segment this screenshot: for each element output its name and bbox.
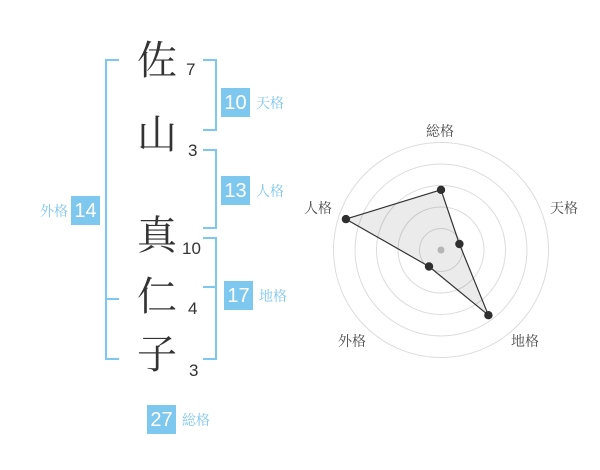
jinkaku-bracket-tick — [203, 149, 217, 151]
chikaku-bracket-tick — [203, 237, 217, 239]
soukaku-score-box: 27 — [147, 405, 176, 434]
chikaku-score-box: 17 — [224, 281, 253, 310]
jinkaku-bracket-tick — [203, 227, 217, 229]
radar-axis-label-chikaku: 地格 — [511, 333, 539, 349]
soukaku-score-label: 総格 — [182, 412, 210, 428]
tenkaku-bracket-tick — [203, 59, 217, 61]
tenkaku-score-box: 10 — [221, 88, 250, 117]
jinkaku-score-label: 人格 — [256, 183, 284, 199]
gaikaku-score-label: 外格 — [40, 203, 68, 219]
gaikaku-bracket-tick — [105, 59, 119, 61]
gaikaku-bracket-tick — [105, 358, 119, 360]
stroke-count: 7 — [186, 60, 196, 79]
name-char: 真 — [137, 214, 177, 258]
chikaku-bracket-tick — [203, 286, 217, 288]
name-char: 仁 — [137, 275, 177, 319]
chikaku-score-label: 地格 — [259, 288, 287, 304]
stroke-count: 10 — [182, 239, 201, 258]
tenkaku-bracket-tick — [203, 129, 217, 131]
gaikaku-bracket-line — [105, 59, 107, 360]
radar-axis-label-jinkaku: 人格 — [304, 200, 332, 216]
radar-axis-label-tenkaku: 天格 — [550, 200, 578, 216]
chikaku-bracket-line — [215, 237, 217, 360]
name-char: 佐 — [137, 39, 177, 83]
radar-axis-label-gaikaku: 外格 — [338, 333, 366, 349]
tenkaku-bracket-line — [215, 59, 217, 131]
stroke-count: 4 — [188, 299, 198, 318]
stroke-count: 3 — [188, 141, 198, 160]
chikaku-bracket-tick — [203, 358, 217, 360]
name-char: 山 — [137, 113, 177, 157]
gaikaku-score-box: 14 — [71, 196, 100, 225]
jinkaku-score-box: 13 — [221, 176, 250, 205]
name-char: 子 — [137, 333, 177, 377]
jinkaku-bracket-line — [215, 149, 217, 229]
gaikaku-bracket-tick — [105, 298, 119, 300]
tenkaku-score-label: 天格 — [256, 95, 284, 111]
radar-axis-label-soukaku: 総格 — [426, 123, 454, 139]
stroke-count: 3 — [189, 361, 199, 380]
